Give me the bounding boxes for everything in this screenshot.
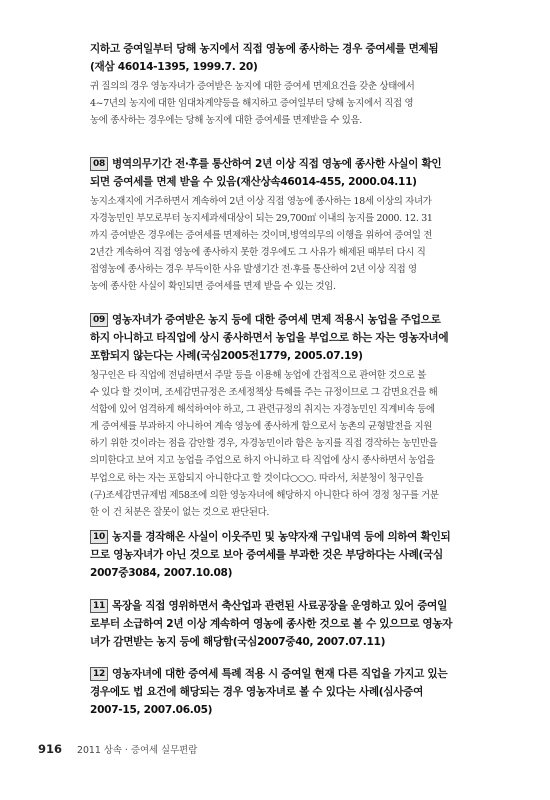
page-footer <box>38 742 197 756</box>
section-number-badge: 08 <box>90 157 108 171</box>
page-number: 916 <box>38 742 63 756</box>
section-body: 귀 질의의 경우 영농자녀가 증여받은 농지에 대한 증여세 면제요건을 갖춘 상태에서 4~7년의 농지에 대한 임대차계약등을 해지하고 증여일부터 당해 농지에서 직접 영 농에 종사하는 경우에는 당해 농지에 대한 증여세를 면제받을 수 있음. <box>90 81 415 127</box>
section-heading: 지하고 증여일부터 당해 농지에서 직접 영농에 종사하는 경우 증여세를 면제됨 (재삼 46014-1395, 1999.7. 20) <box>90 43 439 73</box>
section-heading: 09 영농자녀가 증여받은 농지 등에 대한 증여세 면제 적용시 농업을 주업으로 하지 아니하고 타직업에 상시 종사하면서 농업을 부업으로 하는 자는 영농자녀에 포함되지 않는다는 사례(국심2005전1779, 2005.07.19) <box>90 314 449 362</box>
section-heading: 08 병역의무기간 전·후를 통산하여 2년 이상 직접 영농에 종사한 사실이 확인 되면 증여세를 면제 받을 수 있음(재산상속46014-455, 2000.04.11) <box>90 158 442 188</box>
section-number-badge: 10 <box>90 530 108 544</box>
book-title: 2011 상속 · 증여세 실무편람 <box>77 745 198 756</box>
section-12 <box>90 665 520 719</box>
section-09 <box>90 311 520 521</box>
section-10 <box>90 528 520 582</box>
section-continued <box>90 40 520 129</box>
section-number-badge: 11 <box>90 599 108 613</box>
section-body: 농지소재지에 거주하면서 계속하여 2년 이상 직접 영농에 종사하는 18세 이상의 자녀가 자경농민인 부모로부터 농지세과세대상이 되는 29,700㎡ 이내의 농지를 2000. 12. 31 까지 증여받은 경우에는 증여세를 면제하는 것이며,병역의무의 이행을 위하여 증여일 전 2년간 계속하여 직접 영농에 종사하지 못한 경우에도 그 사유가 해제된 때부터 다시 직 접영농에 종사하는 경우 부득이한 사유 발생기간 전·후를 통산하여 2년 이상 직접 영 농에 종사한 사실이 확인되면 증여세를 면제 받을 수 있는 것임. <box>90 196 433 293</box>
section-number-badge: 09 <box>90 313 108 327</box>
section-11 <box>90 597 520 651</box>
section-heading: 11 목장을 직접 영위하면서 축산업과 관련된 사료공장을 운영하고 있어 증여일 로부터 소급하여 2년 이상 계속하여 영농에 종사한 것으로 볼 수 있으므로 영농자 녀가 감면받는 농지 등에 해당함(국심2007중40, 2007.07.11) <box>90 600 453 648</box>
section-number-badge: 12 <box>90 667 108 681</box>
section-body: 청구인은 타 직업에 전념하면서 주말 등을 이용해 농업에 간접적으로 관여한 것으로 볼 수 있다 할 것이며, 조세감면규정은 조세정책상 특혜를 주는 규정이므로 그 감면요건을 해 석함에 있어 엄격하게 해석하여야 하고, 그 관련규정의 취지는 자경농민인 직계비속 등에 게 증여세를 부과하지 아니하여 계속 영농에 종사하게 함으로서 농촌의 균형발전을 지원 하기 위한 것이라는 점을 감안할 경우, 자경농민이라 함은 농지를 직접 경작하는 농민만을 의미한다고 보여 지고 농업을 주업으로 하지 아니하고 타 직업에 상시 종사하면서 농업을 부업으로 하는 자는 포함되지 아니한다고 할 것이다○○○. 따라서, 처분청이 청구인을 (구)조세감면규제법 제58조에 의한 영농자녀에 해당하지 아니한다 하여 경정 청구를 거분 한 이 건 처분은 잘못이 없는 것으로 판단된다. <box>90 370 439 518</box>
section-heading: 10 농지를 경작해온 사실이 이웃주민 및 농약자재 구입내역 등에 의하여 확인되 므로 영농자녀가 아닌 것으로 보아 증여세를 부과한 것은 부당하다는 사례(국심 2007중3084, 2007.10.08) <box>90 531 451 579</box>
section-heading: 12 영농자녀에 대한 증여세 특례 적용 시 증여일 현재 다른 직업을 가지고 있는 경우에도 법 요건에 해당되는 경우 영농자녀로 볼 수 있다는 사례(심사증여 2007-15, 2007.06.05) <box>90 668 448 716</box>
section-08 <box>90 155 520 296</box>
